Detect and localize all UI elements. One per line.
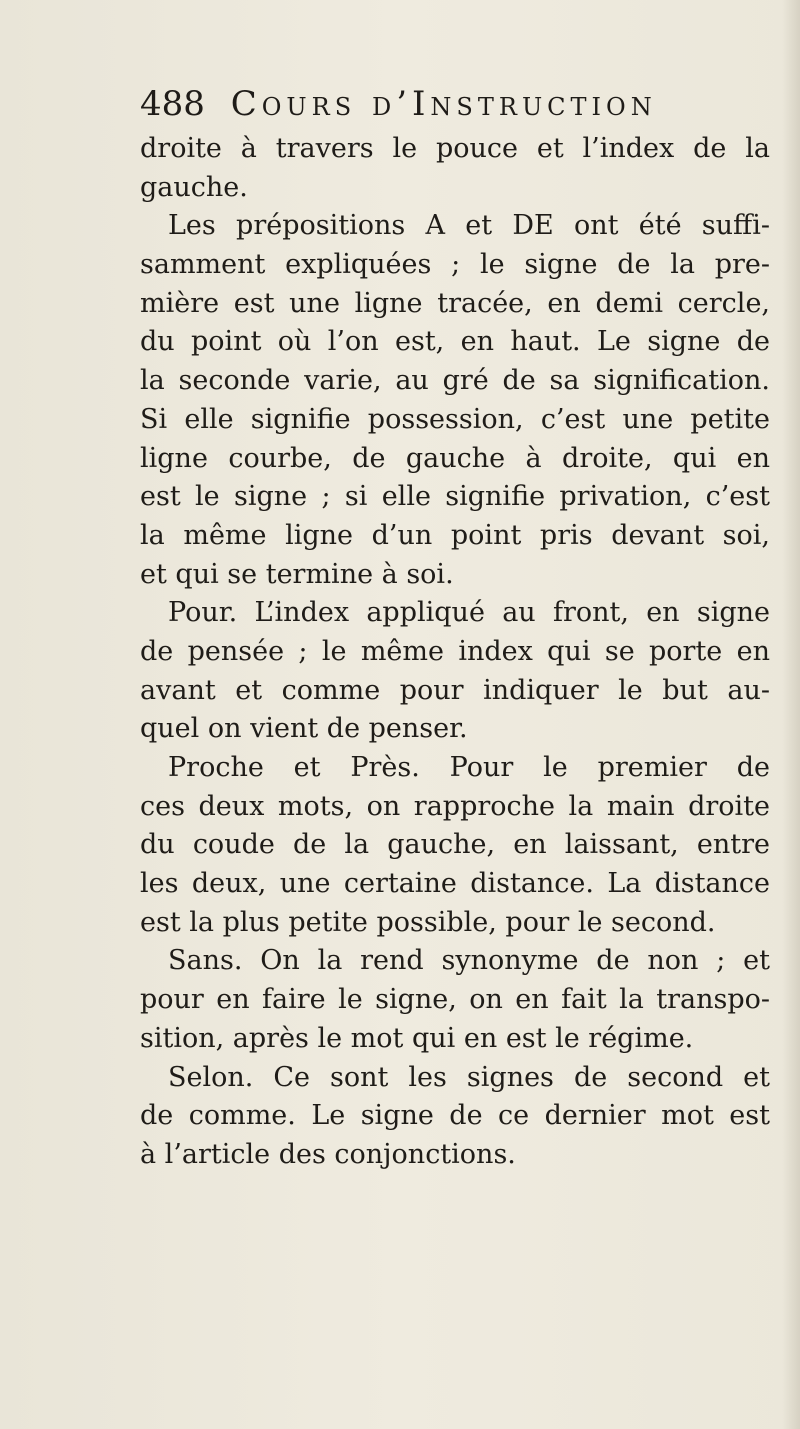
text-line: gauche.	[140, 171, 248, 203]
text-line: quel on vient de penser.	[140, 713, 468, 745]
running-title: Cours d’Instruction	[230, 84, 657, 124]
text-line: la même ligne d’un point pris devant soi,	[140, 519, 770, 551]
text-line: du point où l’on est, en haut. Le signe de	[140, 326, 770, 358]
text-line: samment expliquées ; le signe de la pre-	[140, 249, 770, 281]
text-line: pour en faire le signe, on en fait la transpo-	[140, 984, 770, 1016]
text-line: Selon. Ce sont les signes de second et	[168, 1061, 770, 1093]
text-line: Les prépositions A et DE ont été suffi-	[168, 210, 770, 242]
text-line: du coude de la gauche, en laissant, entre	[140, 829, 770, 861]
page-edge-shadow	[782, 0, 800, 1429]
text-line: la seconde varie, au gré de sa signification.	[140, 365, 770, 397]
text-line: à l’article des conjonctions.	[140, 1138, 516, 1170]
text-line: sition, après le mot qui en est le régime.	[140, 1022, 694, 1054]
text-line: les deux, une certaine distance. La distance	[140, 868, 770, 900]
text-line: est le signe ; si elle signifie privation, c’est	[140, 481, 770, 513]
text-line: droite à travers le pouce et l’index de la	[140, 133, 770, 164]
text-line: mière est une ligne tracée, en demi cercle,	[140, 287, 770, 319]
text-line: est la plus petite possible, pour le second.	[140, 906, 716, 938]
text-line: ligne courbe, de gauche à droite, qui en	[140, 442, 770, 474]
body-text	[140, 130, 770, 1175]
text-line: de pensée ; le même index qui se porte en	[140, 635, 770, 667]
text-line: de comme. Le signe de ce dernier mot est	[140, 1100, 770, 1132]
text-line: Pour. L’index appliqué au front, en signe	[168, 597, 770, 629]
page-number: 488	[140, 84, 205, 124]
text-line: Proche et Près. Pour le premier de	[168, 752, 770, 783]
running-header	[140, 84, 657, 124]
text-line: ces deux mots, on rapproche la main droite	[140, 790, 770, 822]
text-line: Si elle signifie possession, c’est une petite	[140, 403, 770, 435]
text-line: Sans. On la rend synonyme de non ; et	[168, 945, 770, 977]
text-line: et qui se termine à soi.	[140, 558, 454, 590]
text-line: avant et comme pour indiquer le but au-	[140, 674, 770, 706]
